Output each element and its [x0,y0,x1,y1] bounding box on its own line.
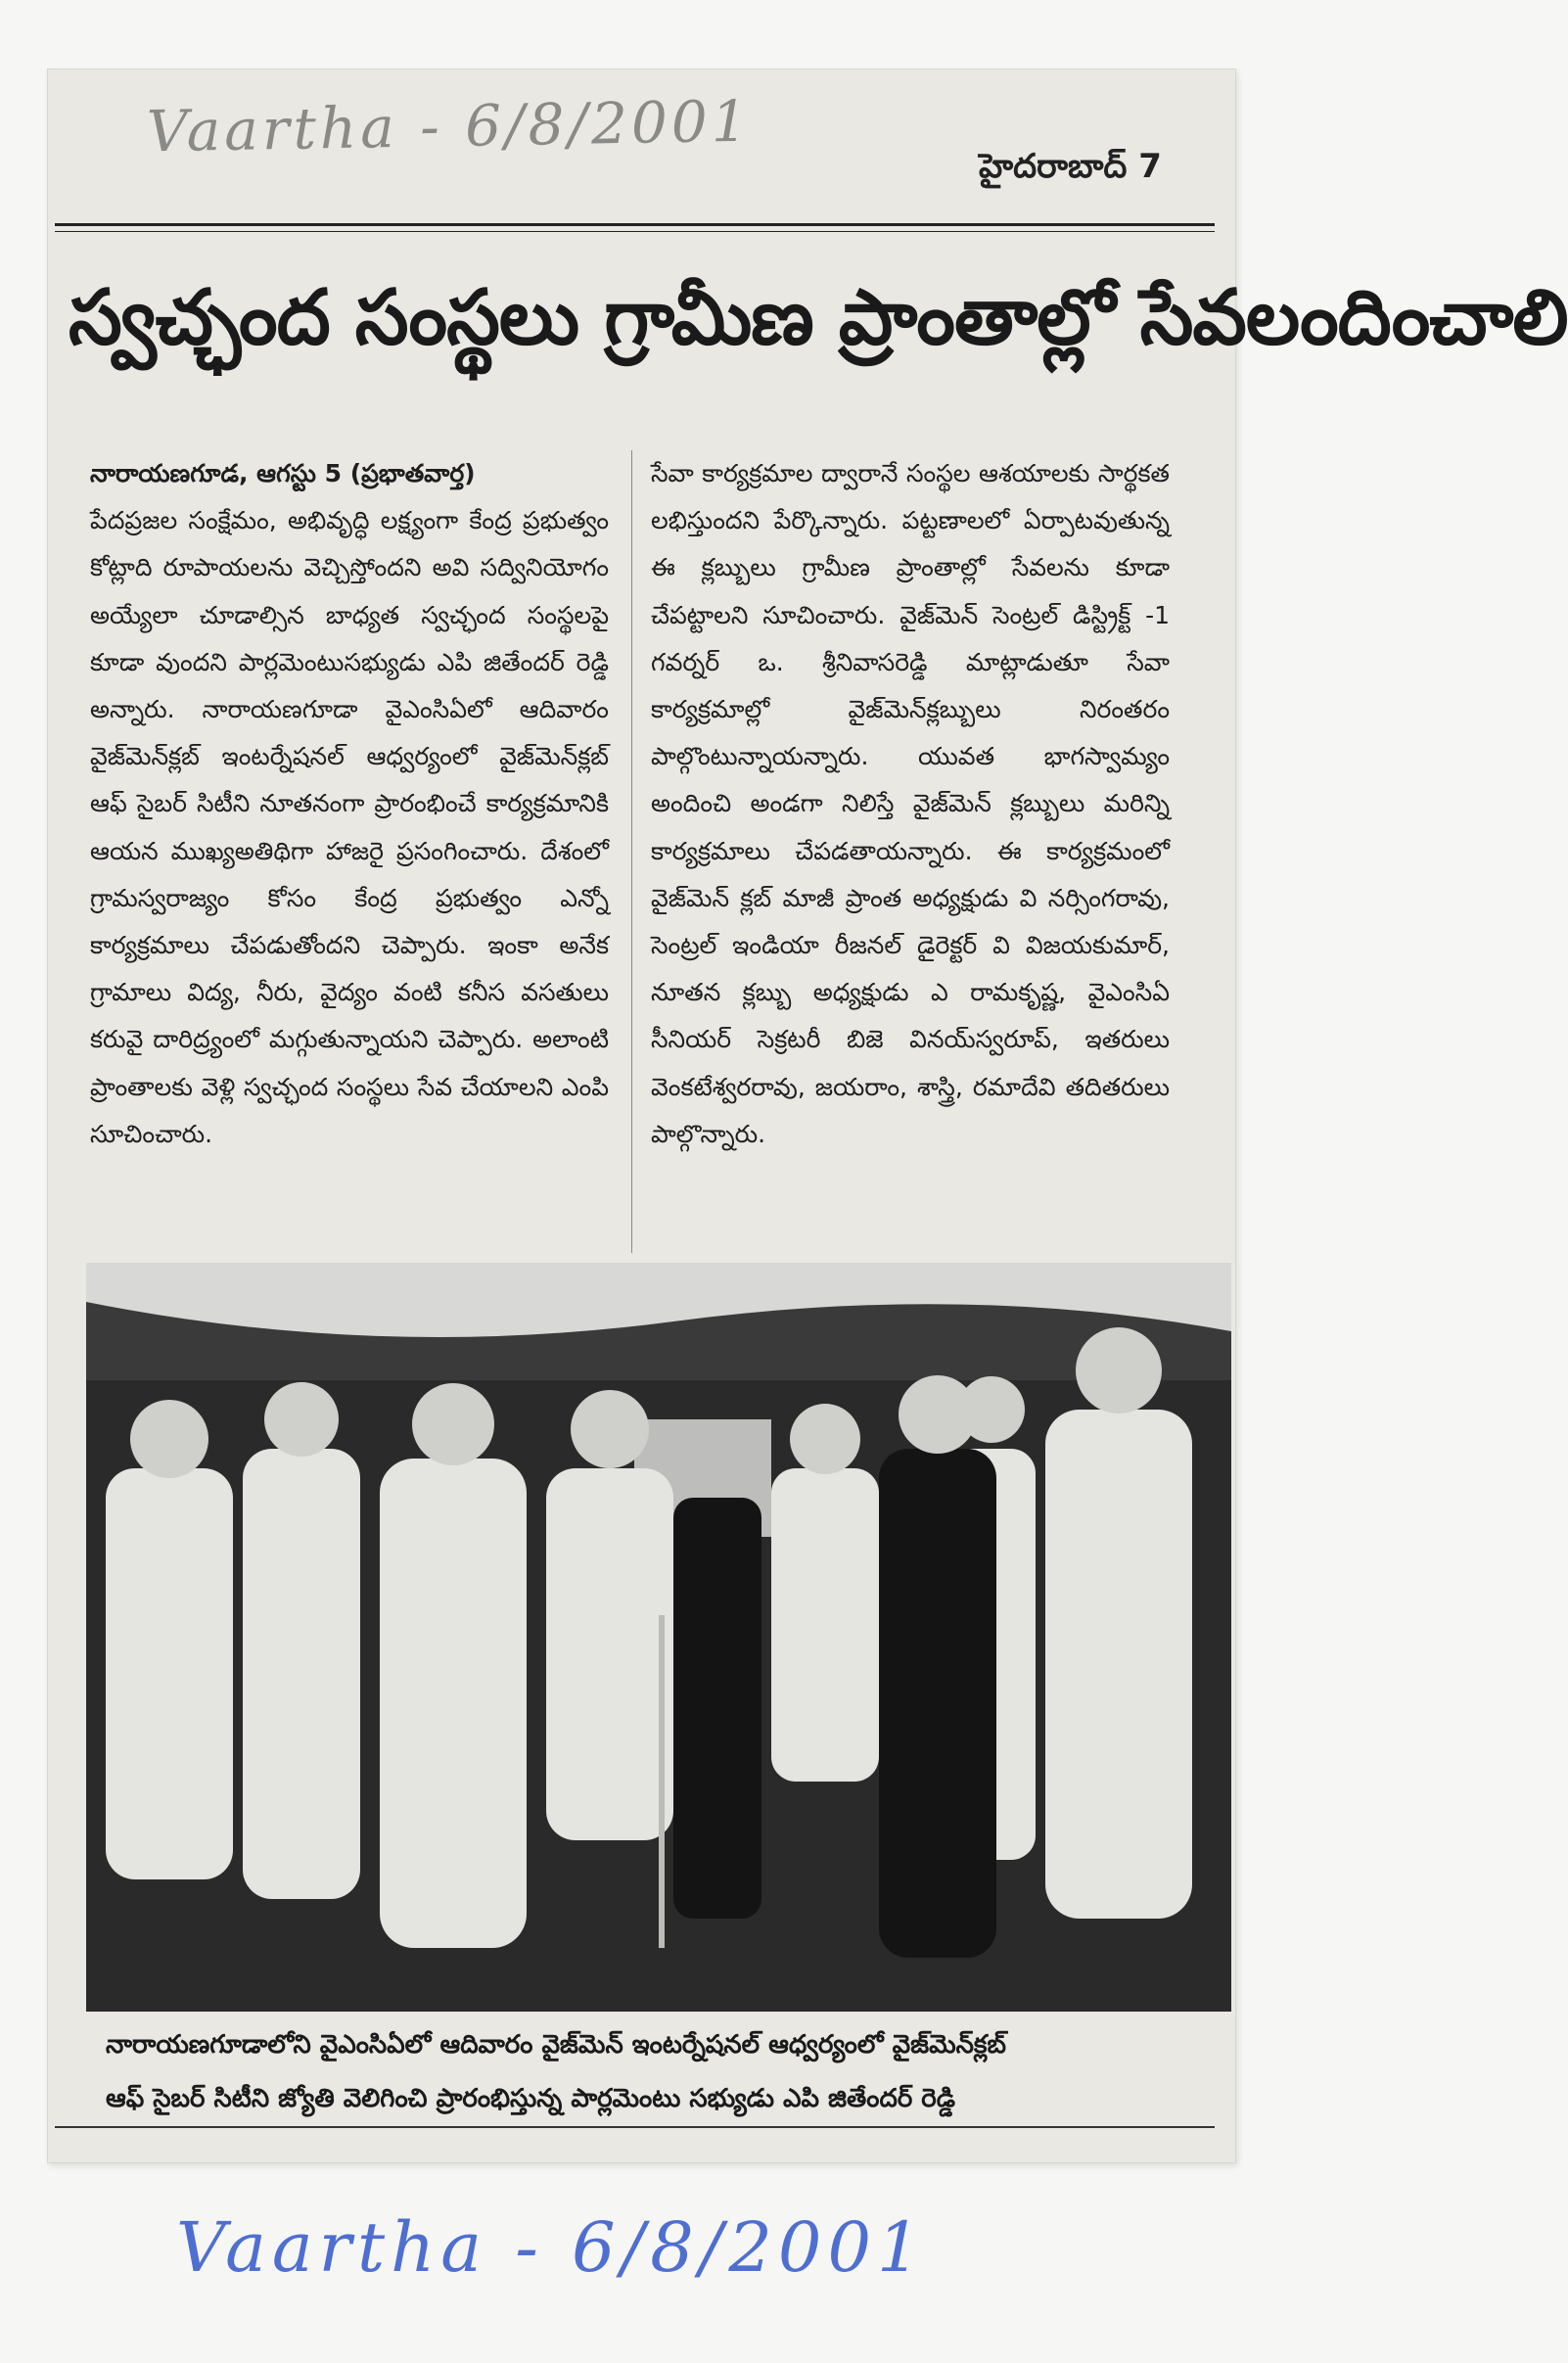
handwritten-source-note-blue: Vaartha - 6/8/2001 [176,2207,927,2288]
news-photo [86,1263,1231,2012]
article-column-right [651,450,1170,1158]
page-label: హైదరాబాద్ 7 [979,147,1162,186]
article-body-left: పేదప్రజల సంక్షేమం, అభివృద్ధి లక్ష్యంగా కేంద్ర ప్రభుత్వం కోట్లాది రూపాయలను వెచ్చిస్తోందని అవి సద్వినియోగం అయ్యేలా చూడాల్సిన బాధ్యత స్వచ్ఛంద సంస్థలపై కూడా వుందని పార్లమెంటుసభ్యుడు ఎపి జితేందర్ రెడ్డి అన్నారు. నారాయణగూడా వైఎంసిఏలో ఆదివారం వైజ్‌మెన్‌క్లబ్ ఇంటర్నేషనల్ ఆధ్వర్యంలో వైజ్‌మెన్‌క్లబ్ ఆఫ్ సైబర్ సిటీని నూతనంగా ప్రారంభించే కార్యక్రమానికి ఆయన ముఖ్యఅతిథిగా హాజరై ప్రసంగించారు. దేశంలో గ్రామస్వరాజ్యం కోసం కేంద్ర ప్రభుత్వం ఎన్నో కార్యక్రమాలు చేపడుతోందని చెప్పారు. ఇంకా అనేక గ్రామాలు విద్య, నీరు, వైద్యం వంటి కనీస వసతులు కరువై దారిద్ర్యంలో మగ్గుతున్నాయని చెప్పారు. అలాంటి ప్రాంతాలకు వెళ్లి స్వచ్ఛంద సంస్థలు సేవ చేయాలని ఎంపి సూచించారు. [90,506,609,1148]
photo-illustration [86,1263,1231,2012]
article-body-right: సేవా కార్యక్రమాల ద్వారానే సంస్థల ఆశయాలకు సార్థకత లభిస్తుందని పేర్కొన్నారు. పట్టణాలలో ఏర్పాటవుతున్న ఈ క్లబ్బులు గ్రామీణ ప్రాంతాల్లో సేవలను కూడా చేపట్టాలని సూచించారు. వైజ్‌మెన్ సెంట్రల్ డిస్ట్రిక్ట్ -1 గవర్నర్ ఒ. శ్రీనివాసరెడ్డి మాట్లాడుతూ సేవా కార్యక్రమాల్లో వైజ్‌మెన్‌క్లబ్బులు నిరంతరం పాల్గొంటున్నాయన్నారు. యువత భాగస్వామ్యం అందించి అండగా నిలిస్తే వైజ్‌మెన్ క్లబ్బులు మరిన్ని కార్యక్రమాలు చేపడతాయన్నారు. ఈ కార్యక్రమంలో వైజ్‌మెన్ క్లబ్ మాజీ ప్రాంత అధ్యక్షుడు వి నర్సింగరావు, సెంట్రల్ ఇండియా రీజనల్ డైరెక్టర్ వి విజయకుమార్, నూతన క్లబ్బు అధ్యక్షుడు ఎ రామకృష్ణ, వైఎంసిఏ సీనియర్ సెక్రటరీ బిజె వినయ్‌స్వరూప్, ఇతరులు వెంకటేశ్వరరావు, జయరాం, శాస్త్రి, రమాదేవి తదితరులు పాల్గొన్నారు. [651,459,1170,1148]
headline: స్వచ్ఛంద సంస్థలు గ్రామీణ ప్రాంతాల్లో సేవలందించాలి [69,274,1568,362]
bottom-rule [55,2126,1215,2128]
top-rule [55,223,1215,226]
top-rule-thin [55,231,1215,232]
article-column-left [90,450,609,1158]
handwritten-source-note: Vaartha - 6/8/2001 [146,87,753,165]
dateline: నారాయణగూడ, ఆగస్టు 5 (ప్రభాతవార్త) [90,459,476,487]
photo-caption [106,2018,1212,2126]
caption-line-2: ఆఫ్ సైబర్ సిటీని జ్యోతి వెలిగించి ప్రారంభిస్తున్న పార్లమెంటు సభ్యుడు ఎపి జితేందర్ రెడ్డి [106,2084,955,2113]
caption-line-1: నారాయణగూడాలోని వైఎంసిఏలో ఆదివారం వైజ్‌మెన్ ఇంటర్నేషనల్ ఆధ్వర్యంలో వైజ్‌మెన్‌క్లబ్ [106,2030,1006,2060]
column-divider [631,450,632,1253]
